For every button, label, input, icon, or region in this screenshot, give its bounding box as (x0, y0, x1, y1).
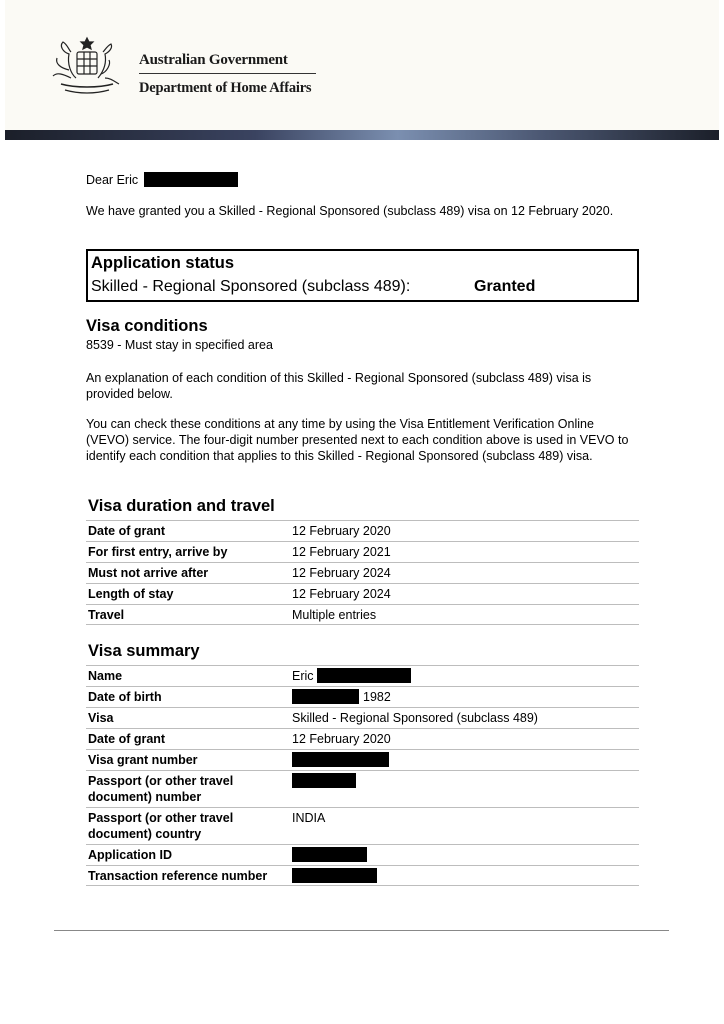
row-value (292, 689, 391, 705)
row-label: Visa grant number (88, 753, 198, 767)
row-label: Passport (or other travel document) country (88, 811, 234, 841)
row-value: Multiple entries (292, 608, 377, 622)
summary-heading: Visa summary (88, 642, 200, 660)
redacted-transaction-reference (292, 868, 377, 883)
row-label: Application ID (88, 848, 173, 862)
row-label: Passport (or other travel document) number (88, 774, 234, 804)
redacted-birth-date (292, 689, 359, 704)
row-value: INDIA (292, 811, 326, 825)
table-row (86, 749, 639, 770)
summary-table (86, 665, 639, 886)
redacted-passport-number (292, 773, 356, 788)
agency-divider (139, 73, 316, 74)
row-label: Name (88, 669, 123, 683)
application-status-label: Skilled - Regional Sponsored (subclass 489): (91, 278, 411, 295)
name-value: Eric (292, 669, 314, 683)
letterhead (5, 0, 719, 130)
agency-department: Department of Home Affairs (139, 80, 312, 96)
table-row (86, 707, 639, 728)
table-row (86, 807, 639, 844)
redacted-grant-number (292, 752, 389, 767)
table-row (86, 562, 639, 583)
redacted-surname (144, 172, 238, 187)
application-status-box (86, 249, 639, 302)
row-value (292, 847, 367, 863)
table-row (86, 686, 639, 707)
row-value (292, 668, 411, 684)
row-value: 12 February 2024 (292, 566, 391, 580)
header-band (5, 130, 719, 140)
row-value: 12 February 2024 (292, 587, 391, 601)
table-row (86, 583, 639, 604)
row-value (292, 752, 389, 768)
redacted-surname (317, 668, 411, 683)
row-value (292, 868, 377, 884)
table-row (86, 604, 639, 625)
footer-divider (54, 930, 669, 931)
application-status-title: Application status (91, 254, 235, 272)
row-label: Travel (88, 608, 125, 622)
vevo-note: You can check these conditions at any time by using the Visa Entitlement Verification Online (VEVO) service. The four-digit number presented next to each condition above is used in VEVO to identify each condition that applies to this Skilled - Regional Sponsored (subclass 489) visa. (86, 417, 629, 463)
agency-government: Australian Government (139, 52, 288, 68)
table-row (86, 541, 639, 562)
conditions-explanation: An explanation of each condition of this Skilled - Regional Sponsored (subclass 489) visa is provided below. (86, 371, 592, 401)
row-value: 12 February 2020 (292, 732, 391, 746)
table-row (86, 865, 639, 886)
duration-heading: Visa duration and travel (88, 497, 275, 515)
table-row (86, 520, 639, 541)
row-value: Skilled - Regional Sponsored (subclass 489) (292, 711, 538, 725)
coat-of-arms-icon (49, 34, 125, 98)
row-label: Date of birth (88, 690, 162, 704)
row-label: Date of grant (88, 524, 166, 538)
row-label: Date of grant (88, 732, 166, 746)
table-row (86, 665, 639, 686)
birth-year: 1982 (363, 690, 391, 704)
row-label: Length of stay (88, 587, 174, 601)
row-label: Visa (88, 711, 114, 725)
row-value (292, 773, 356, 789)
greeting (86, 172, 238, 188)
row-value: 12 February 2020 (292, 524, 391, 538)
redacted-application-id (292, 847, 367, 862)
row-label: Transaction reference number (88, 869, 268, 883)
row-value: 12 February 2021 (292, 545, 391, 559)
visa-conditions-heading: Visa conditions (86, 317, 208, 335)
application-status-value: Granted (474, 278, 536, 295)
duration-table (86, 520, 639, 625)
row-label: For first entry, arrive by (88, 545, 228, 559)
table-row (86, 770, 639, 807)
table-row (86, 844, 639, 865)
greeting-text: Dear Eric (86, 173, 139, 187)
row-label: Must not arrive after (88, 566, 209, 580)
visa-condition-item: 8539 - Must stay in specified area (86, 338, 273, 352)
table-row (86, 728, 639, 749)
intro-paragraph: We have granted you a Skilled - Regional Sponsored (subclass 489) visa on 12 February 2020. (86, 204, 614, 218)
